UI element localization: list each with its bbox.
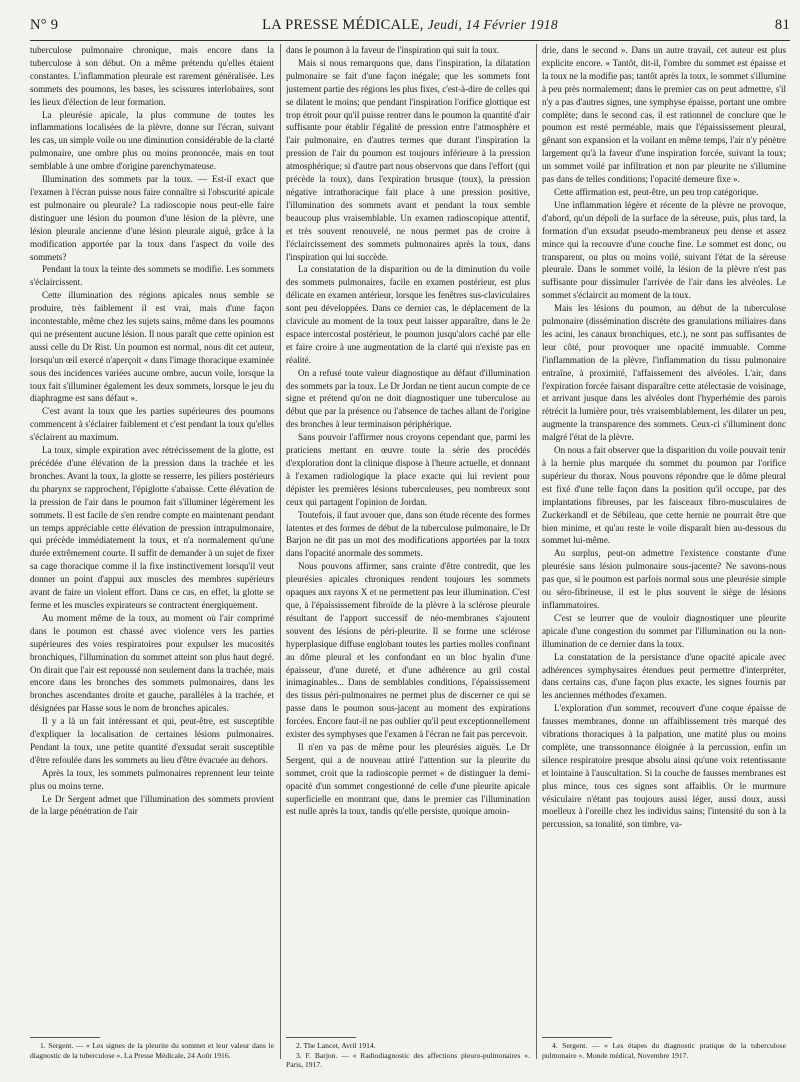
article-body [30, 44, 790, 1034]
paragraph: Après la toux, les sommets pulmonaires reprennent leur teinte plus ou moins terne. [30, 767, 274, 791]
paragraph: C'est avant la toux que les parties supérieures des poumons commencent à s'éclairer faiblement et c'est pendant la toux qu'elles s'éclairent au maximum. [30, 406, 274, 443]
footnotes-column-1 [30, 1041, 274, 1060]
journal-name: LA PRESSE MÉDICALE, [262, 17, 424, 33]
paragraph: Pendant la toux la teinte des sommets se modifie. Les sommets s'éclaircissent. [30, 264, 274, 288]
issue-date: Jeudi, 14 Février 1918 [427, 17, 558, 32]
paragraph: tuberculose pulmonaire chronique, mais encore dans la tuberculose à son début. On a même prétendu qu'elles étaient constantes. L'inflammation pleurale est rarement généralisée. Les sommets des poumons, les bases, les scissures interlobaires, sont les lieux d'élection de leur formation. [30, 45, 274, 107]
paragraph: La constatation de la persistance d'une opacité apicale avec adhérences symphysaires étendues peut permettre d'interpréter, dans certains cas, d'une façon plus exacte, les signes fournis par les anciennes méthodes d'examen. [542, 651, 786, 701]
column-1 [30, 44, 274, 1034]
paragraph: Nous pouvons affirmer, sans crainte d'être contredit, que les pleurésies apicales chroniques rendent toujours les sommets opaques aux rayons X et ne permettent pas leur illumination. C'est que, à l'épaississement fibroïde de la plèvre à la sclérose pleurale résultant de l'apport successif de néo-membranes s'ajoutent souvent des lésions de péri-pleurite. Il se forme une sclérose hyperplasique diffuse englobant toutes les parties molles confinant au dôme pleural et les confondant en un bloc hyalin d'une épaisseur, d'une dureté, et d'une adhérence au gril costal inimaginables... Dans de semblables conditions, l'épaississement des tissus péri-pulmonaires ne permet plus de discerner ce qui se passe dans le poumon sous-jacent au moment des expirations forcées. Encore faut-il ne pas oublier qu'il peut exceptionnellement exister des symphyses que l'examen à l'écran ne fait pas percevoir. [286, 561, 530, 740]
column-2 [286, 44, 530, 1034]
paragraph: Cette illumination des régions apicales nous semble se produire, très faiblement il est vrai, mais d'une façon incontestable, même chez les sujets sains, même dans les poumons qui ne présentent aucune lésion. Il nous paraît que cette opinion est aussi celle du Dr Rist. Un poumon est normal, nous dit cet auteur, lorsqu'un œil exercé n'aperçoit « dans l'image thoracique examinée sous des incidences variées aucune ombre, aucun voile, lorsque la toux fait s'illuminer également les deux sommets, lorsque le jeu du diaphragme est sans défaut ». [30, 290, 274, 404]
page-header [30, 17, 790, 37]
paragraph: On nous a fait observer que la disparition du voile pouvait tenir à la hernie plus marquée du sommet du poumon par l'orifice supérieur du thorax. Nous pouvons répondre que le dôme pleural est fixé d'une telle façon dans la position qu'il occupe, par des implantations fibreuses, par les faisceaux fibro-musculaires de Zuckerkandl et de Sébileau, que cette hernie ne pourrait être que bien minime, et qu'au reste le voile disparaît bien au-dessous du sommet lui-même. [542, 445, 786, 546]
header-rule [30, 40, 790, 41]
footnote: 2. The Lancet, Avril 1914. [296, 1041, 376, 1050]
footnote-rule [286, 1037, 356, 1038]
paragraph: Une inflammation légère et récente de la plèvre ne provoque, d'abord, qu'un dépoli de la surface de la séreuse, puis, plus tard, la formation d'un exsudat pseudo-membraneux peu dense et assez mince qui la recouvre d'une couche fine. Le sommet est donc, ou transparent, ou plus ou moins voilé, suivant l'état de la séreuse pleurale. Dans le sommet voilé, la lésion de la plèvre n'est pas suffisante pour dissimuler l'arrivée de l'air dans les alvéoles. Le sommet s'éclaircit au moment de la toux. [542, 199, 786, 301]
paragraph: Mais si nous remarquons que, dans l'inspiration, la dilatation pulmonaire se fait d'une façon inégale; que les sommets font justement partie des régions les plus fixes, c'est-à-dire de celles qui se dilatent le moins; que pendant l'inspiration l'orifice glottique est trop étroit pour qu'il puisse rentrer dans le poumon la quantité d'air suffisante pour établir l'égalité de pression entre l'atmosphère et l'air pulmonaire, en d'autres termes que durant l'inspiration la pression de l'air du poumon est toujours inférieure à la pression atmosphérique; si d'autre part nous observons que dans l'effort (qui précède la toux), dans l'expiration brusque (toux), la pression négative intrathoracique fait place à une pression positive, l'illumination des sommets avant et pendant la toux semble beaucoup plus vraisemblable. Un examen radioscopique attentif, et très souvent renouvelé, ne nous permet pas de croire à l'éclaircissement des sommets pulmonaires après la toux, dans l'inspiration qui lui succède. [286, 57, 530, 262]
footnote-rule [542, 1037, 612, 1038]
footnote: 4. Sergent. — « Les étapes du diagnostic pratique de la tuberculose pulmonaire ». Monde médical, Novembre 1917. [542, 1041, 786, 1060]
paragraph: Le Dr Sergent admet que l'illumination des sommets provient de la large pénétration de l'air [30, 793, 274, 817]
paragraph: La constatation de la disparition ou de la diminution du voile des sommets pulmonaires, facile en examen postérieur, est plus délicate en examen antérieur, lorsque les fenêtres sus-claviculaires sont peu développées. Dans ce dernier cas, le déplacement de la clavicule au moment de la toux peut laisser apparaître, dans le 2e espace intercostal postérieur, le poumon jusqu'alors caché par elle et faire croire à une augmentation de la clarté qui n'existe pas en réalité. [286, 264, 530, 365]
footnote: 3. F. Barjon. — « Radiodiagnostic des affections pleuro-pulmonaires ». Paris, 1917. [286, 1050, 530, 1070]
paragraph: On a refusé toute valeur diagnostique au défaut d'illumination des sommets par la toux. Le Dr Jordan ne tient aucun compte de ce signe et prétend qu'on ne doit diagnostiquer une tuberculose au début que par la présence ou l'absence de taches allant de l'origine des bronches à leur terminaison périphérique. [286, 367, 530, 430]
footnote: 1. Sergent. — « Les signes de la pleurite du sommet et leur valeur dans le diagnostic de la tuberculose ». La Presse Médicale, 24 Août 1916. [30, 1041, 274, 1060]
paragraph: Au moment même de la toux, au moment où l'air comprimé dans le poumon est chassé avec violence vers les parties supérieures des voies respiratoires pour expulser les mucosités bronchiques, l'illumination du sommet atteint son plus haut degré. On dirait que l'air est repoussé non seulement dans la trachée, mais encore dans les bronches des sommets pulmonaires, dans les bronches ascendantes droite et gauche, parallèles à la trachée, et désignées par Hasse sous le nom de bronches apicales. [30, 612, 274, 714]
paragraph: La pleurésie apicale, la plus commune de toutes les inflammations localisées de la plèvre, donne sur l'écran, suivant les cas, un simple voile ou une diminution considérable de la clarté pulmonaire, une ombre plus ou moins prononcée, mais en tout semblable à une ombre d'origine parenchymateuse. [30, 109, 274, 172]
paragraph: Sans pouvoir l'affirmer nous croyons cependant que, parmi les praticiens mettant en œuvre toute la série des procédés d'exploration dont la clinique dispose à l'heure actuelle, et donnant à l'examen radiologique la place exacte qui lui revient pour dépister les premières lésions tuberculeuses, peu nombreux sont ceux qui partagent l'opinion de Jordan. [286, 432, 530, 507]
footnotes-column-2 [286, 1041, 530, 1070]
paragraph: Il y a là un fait intéressant et qui, peut-être, est susceptible d'expliquer la localisation de certaines lésions pulmonaires. Pendant la toux, une petite quantité d'exsudat serait susceptible d'être refoulée dans les sommets au lieu d'être évacuée au dehors. [30, 716, 274, 765]
paragraph: L'exploration d'un sommet, recouvert d'une coque épaisse de fausses membranes, donne un affaiblissement très marqué des vibrations thoraciques à la palpation, une matité plus ou moins complète, une transsonnance éloignée à la percussion, enfin un silence respiratoire presque absolu ainsi qu'une voix retentissante et lointaine à l'auscultation. Si la couche de fausses membranes est plus mince, tous ces signes sont affaiblis. Or le murmure vésiculaire n'étant pas toujours aussi léger, aussi doux, aussi moelleux à l'oreille chez les individus sains; l'intensité du son à la percussion, sa tonalité, son timbre, va- [542, 703, 786, 830]
paragraph: La toux, simple expiration avec rétrécissement de la glotte, est précédée d'une élévation de la pression dans la trachée et les bronches. Avant la toux, la glotte se resserre, les piliers postérieurs du pharynx se rapprochent, l'épiglotte s'abaisse. Cette élévation de la pression de l'air dans le poumon fait s'illuminer légèrement les sommets. Il est facile de s'en rendre compte en maintenant pendant un temps appréciable cette élévation de pression intrapulmonaire, qui précède immédiatement la toux, et n'a normalement qu'une durée extrêmement courte. Il suffit de demander à un sujet de fixer sa cage thoracique comme il la fixe instinctivement lorsqu'il veut donner un point d'appui aux muscles des membres supérieurs avant de faire un violent effort. Dans ce cas, en effet, la glotte se ferme et les muscles expirateurs se contractent énergiquement. [30, 445, 274, 610]
footnote-rule [30, 1037, 100, 1038]
paragraph: Il n'en va pas de même pour les pleurésies aiguës. Le Dr Sergent, qui a de nouveau attiré l'attention sur la pleurite du sommet, croit que la radioscopie permet « de distinguer la demi-opacité d'un sommet congestionné de celle d'une pleurite apicale superficielle en montrant que, dans le premier cas l'illumination est nulle après la toux, tandis qu'elle persiste, quoique amoin- [286, 741, 530, 817]
paragraph: drie, dans le second ». Dans un autre travail, cet auteur est plus explicite encore. « Tantôt, dit-il, l'ombre du sommet est épaisse et la toux ne la modifie pas; tantôt après la toux, le sommet s'illumine à peu près normalement; dans le premier cas on peut admettre, s'il n'y a pas d'autres signes, une symphyse épaisse, portant une ombre complète; dans le second cas, il est rationnel de conclure que le poumon est resté perméable, mais que l'épaississement pleural, gênant son expansion et la voilant en même temps, l'air n'y pénètre largement qu'à la faveur d'une inspiration forcée, suivant la toux; un sommet voilé par infiltration et non par pleurite ne s'illumine pas dans de telles conditions; l'opacité demeure fixe ». [542, 45, 786, 185]
page-number: 81 [774, 17, 790, 33]
paragraph: Au surplus, peut-on admettre l'existence constante d'une pleurésie sans lésion pulmonaire sous-jacente? Ne savons-nous pas que, si le poumon est parfois normal sous une pleurésie simple ou séro-fibrineuse, il est le plus souvent le siège de lésions inflammatoires. [542, 548, 786, 610]
running-title [30, 17, 790, 34]
footnotes-column-3 [542, 1041, 786, 1060]
column-3 [542, 44, 786, 1034]
paragraph: Mais les lésions du poumon, au début de la tuberculose pulmonaire (dissémination discrète des granulations miliaires dans les acini, les canaux bronchiques, etc.), ne sont pas suffisantes de leur côté, pour provoquer une opacité immuable. Comme l'inflammation de la plèvre, l'inflammation du tissu pulmonaire entraîne, à proximité, l'affaissement des alvéoles. L'air, dans l'expiration forcée faisant disparaître cette atélectasie de voisinage, et arrivant jusque dans les alvéoles dont l'hyperhémie des parois rétrécit la lumière pour, très vraisemblablement, les dilater un peu, augmente la transparence des sommets. Ceux-ci s'illuminent donc malgré l'état de la plèvre. [542, 303, 786, 443]
section-paragraph: Illumination des sommets par la toux. — Est-il exact que l'examen à l'écran puisse nous faire connaître si l'obscurité apicale est pulmonaire ou pleurale? La radioscopie nous peut-elle faire distinguer une lésion du poumon d'une lésion de la plèvre, une lésion pleurale ancienne d'une lésion pleurale aiguë, grâce à la modification apportée par la toux dans l'aspect du voile des sommets? [30, 174, 274, 262]
issue-number: N° 9 [30, 17, 59, 33]
paragraph: dans le poumon à la faveur de l'inspiration qui suit la toux. [286, 45, 500, 55]
paragraph: C'est se leurrer que de vouloir diagnostiquer une pleurite apicale d'une congestion du sommet par l'illumination ou la non-illumination de ce dernier dans la toux. [542, 612, 786, 649]
paragraph: Toutefois, il faut avouer que, dans son étude récente des formes latentes et des formes de début de la tuberculose pulmonaire, le Dr Barjon ne dit pas un mot des modifications apportées par la toux dans l'opacité anormale des sommets. [286, 509, 530, 559]
paragraph: Cette affirmation est, peut-être, un peu trop catégorique. [554, 186, 759, 197]
